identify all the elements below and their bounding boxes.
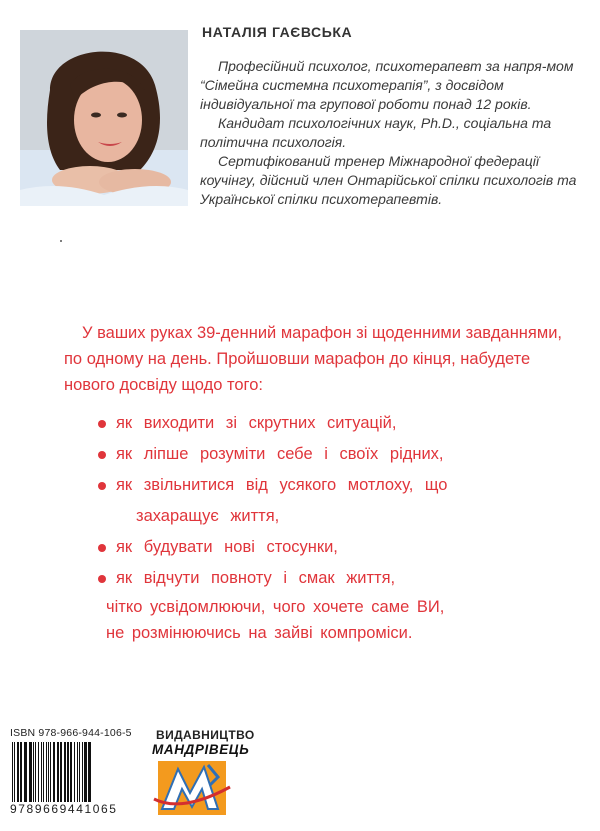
barcode-bar xyxy=(33,742,34,802)
author-name: НАТАЛІЯ ГАЄВСЬКА xyxy=(202,24,353,40)
barcode-bar xyxy=(29,742,32,802)
barcode-bar xyxy=(84,742,87,802)
barcode-bar xyxy=(43,742,44,802)
barcode-bar xyxy=(79,742,80,802)
barcode-bar xyxy=(64,742,66,802)
barcode-bar xyxy=(14,742,15,802)
barcode-bar xyxy=(77,742,78,802)
barcode-bar xyxy=(53,742,55,802)
barcode-bar xyxy=(57,742,59,802)
publisher-label: ВИДАВНИЦТВО xyxy=(156,728,255,742)
list-item xyxy=(116,439,564,470)
bio-paragraph: Професійний психолог, психотерапевт за напря-мом “Сімейна системна психотерапія”, з досвідом індивідуальної та групової роботи понад 12 років. xyxy=(200,58,574,112)
barcode-digits: 9789669441065 xyxy=(10,802,118,816)
list-item-text: як будувати нові стосунки, xyxy=(116,538,338,556)
list-item-text: як звільнитися від усякого мотлоху, що xyxy=(116,476,448,494)
barcode-bar xyxy=(38,742,39,802)
bullet-dot-icon xyxy=(98,420,106,428)
list-item xyxy=(116,408,564,439)
barcode-bar xyxy=(41,742,42,802)
promo-tail-line: не розмінюючись на зайві компроміси. xyxy=(106,624,413,642)
bullet-dot-icon xyxy=(98,544,106,552)
barcode-bar xyxy=(46,742,47,802)
list-item xyxy=(116,532,564,563)
barcode-bar xyxy=(35,742,36,802)
barcode-bar xyxy=(12,742,13,802)
list-item xyxy=(116,563,564,594)
publisher-block xyxy=(148,728,258,817)
author-photo xyxy=(20,30,188,206)
speck xyxy=(60,240,62,242)
benefits-list xyxy=(64,408,564,594)
barcode-bar xyxy=(17,742,19,802)
publisher-name: МАНДРІВЕЦЬ xyxy=(152,742,250,757)
publisher-logo-icon xyxy=(152,759,232,817)
list-item-text: як ліпше розуміти себе і своїх рідних, xyxy=(116,445,444,463)
barcode-bar xyxy=(70,742,72,802)
barcode-bar xyxy=(88,742,91,802)
barcode-bar xyxy=(24,742,27,802)
barcode xyxy=(10,742,145,804)
bullet-dot-icon xyxy=(98,482,106,490)
list-item xyxy=(116,470,564,532)
promo-intro: У ваших руках 39-денний марафон зі щоденними завданнями, по одному на день. Пройшовши марафон до кінця, набудете нового досвіду щодо того: xyxy=(64,324,562,394)
barcode-bar xyxy=(82,742,83,802)
barcode-block xyxy=(10,727,145,816)
isbn-text: ISBN 978-966-944-106-5 xyxy=(10,727,132,739)
author-bio xyxy=(200,57,590,209)
barcode-bar xyxy=(67,742,69,802)
barcode-bar xyxy=(74,742,75,802)
promo-tail-line: чітко усвідомлюючи, чого хочете саме ВИ, xyxy=(106,598,445,616)
bullet-dot-icon xyxy=(98,575,106,583)
barcode-bar xyxy=(60,742,62,802)
list-item-continuation: захаращує життя, xyxy=(136,507,280,525)
list-item-text: як відчути повноту і смак життя, xyxy=(116,569,396,587)
bullet-dot-icon xyxy=(98,451,106,459)
bio-paragraph: Сертифікований тренер Міжнародної федерації коучінгу, дійсний член Онтарійської спілки психологів та Української спілки психотерапевтів. xyxy=(200,153,577,207)
list-item-text: як виходити зі скрутних ситуацій, xyxy=(116,414,397,432)
bio-paragraph: Кандидат психологічних наук, Ph.D., соціальна та політична психологія. xyxy=(200,115,552,150)
barcode-bar xyxy=(48,742,49,802)
barcode-bar xyxy=(20,742,22,802)
promo-text xyxy=(64,320,564,646)
author-block xyxy=(200,24,590,209)
barcode-bar xyxy=(50,742,51,802)
